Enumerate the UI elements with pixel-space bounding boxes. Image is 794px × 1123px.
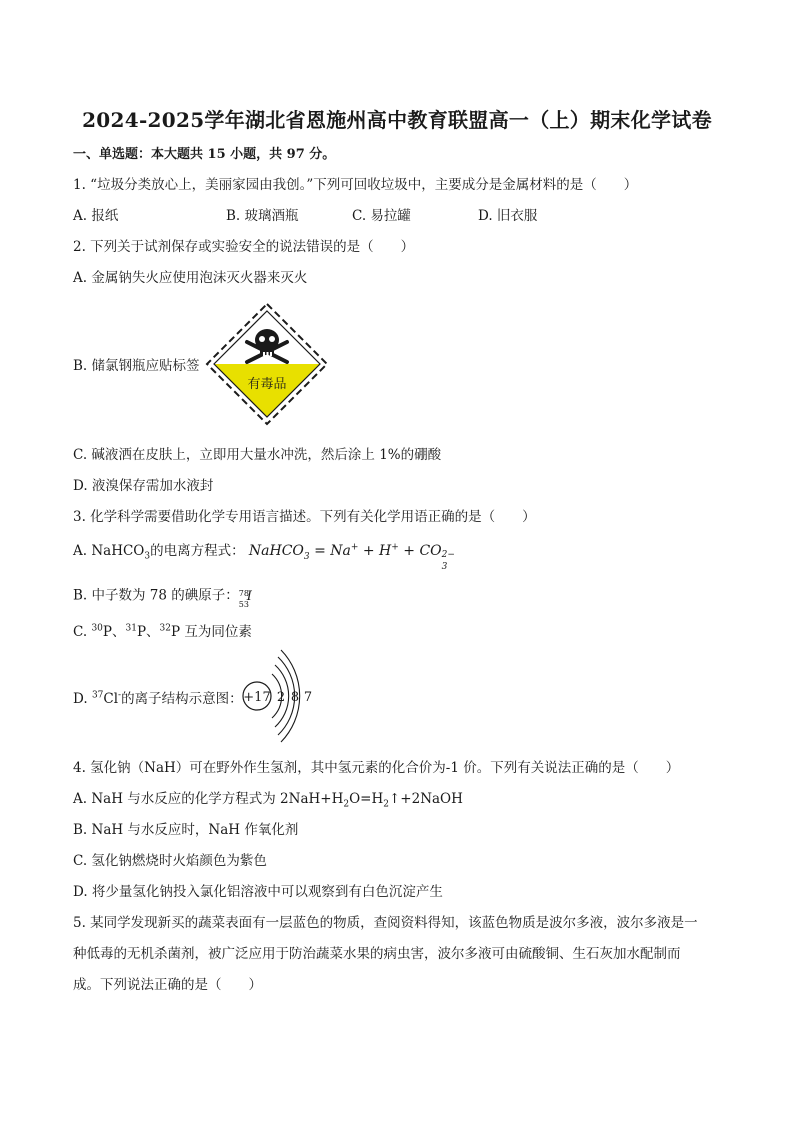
p30-mass: 30 (91, 623, 103, 634)
p31-mass: 31 (125, 623, 137, 634)
eq-lhs: NaHCO (248, 543, 304, 559)
eq-h-charge: + (391, 542, 399, 553)
q4-a-text: A. NaH 与水反应的化学方程式为 2NaH+H (73, 791, 344, 807)
p32: P 互为同位素 (170, 624, 252, 640)
q4-a-end: ↑+2NaOH (388, 791, 463, 807)
section-header: 一、单选题：本大题共 15 小题，共 97 分。 (73, 147, 336, 162)
shell-3-electrons: 7 (303, 690, 313, 705)
q4-stem: 4. 氢化钠（NaH）可在野外作生氢剂，其中氢元素的化合价为-1 价。下列有关说法正确的是（ ） (73, 760, 680, 776)
eq-co: + CO (398, 543, 442, 559)
nucleus-charge: +17 (243, 690, 271, 705)
iodine-isotope (239, 585, 255, 607)
cl-mass: 37 (91, 690, 104, 701)
iodine-z: 53 (238, 600, 249, 609)
shell-1-electrons: 2 (276, 690, 286, 705)
q2-option-b: B. 储氯钢瓶应贴标签 (73, 358, 200, 374)
eq-h: + H (358, 543, 392, 559)
cl-symbol: Cl (103, 691, 119, 707)
shell-2-electrons: 8 (290, 690, 300, 705)
q1-option-a: A. 报纸 (73, 208, 119, 224)
q3-option-d (73, 690, 243, 708)
q3-a-sub: 3 (144, 551, 151, 562)
eq-co3-charge: 2− (441, 550, 455, 560)
iodine-symbol: I (246, 589, 252, 604)
q5-line-2: 种低毒的无机杀菌剂，被广泛应用于防治蔬菜水果的病虫害，波尔多液可由硫酸铜、生石灰加水配制而 (73, 946, 681, 962)
q2-option-a: A. 金属钠失火应使用泡沫灭火器来灭火 (73, 270, 308, 286)
p30: P、 (102, 624, 126, 640)
q4-a-sub1: 2 (343, 799, 350, 810)
q5-line-3: 成。下列说法正确的是（ ） (73, 977, 262, 993)
q3-a-prefix: A. NaHCO (73, 543, 145, 559)
q5-line-1: 5. 某同学发现新买的蔬菜表面有一层蓝色的物质，查阅资料得知，该蓝色物质是波尔多液，波尔多液是一 (73, 915, 698, 931)
eq-lhs-sub: 3 (303, 551, 310, 562)
cl-charge: - (118, 690, 122, 701)
toxic-hazard-label (205, 302, 329, 426)
q3-option-b (73, 585, 255, 607)
q1-option-d: D. 旧衣服 (478, 208, 538, 224)
q2-stem: 2. 下列关于试剂保存或实验安全的说法错误的是（ ） (73, 239, 415, 255)
iodine-mass: 78 (238, 589, 249, 598)
eq-na: = Na (309, 543, 351, 559)
eq-co3-sub: 3 (441, 562, 448, 572)
q3-d-prefix: D. (73, 691, 92, 707)
q3-b-prefix: B. 中子数为 78 的碘原子： (73, 587, 239, 604)
q2-option-d: D. 液溴保存需加水液封 (73, 478, 214, 494)
chloride-ion-structure-diagram (240, 648, 330, 744)
q2-option-c: C. 碱液洒在皮肤上，立即用大量水冲洗，然后涂上 1%的硼酸 (73, 447, 442, 463)
toxic-label-text: 有毒品 (247, 377, 287, 392)
exam-title: 2024-2025学年湖北省恩施州高中教育联盟高一（上）期末化学试卷 (82, 108, 712, 132)
q3-c-prefix: C. (73, 624, 92, 640)
q3-stem: 3. 化学科学需要借助化学专用语言描述。下列有关化学用语正确的是（ ） (73, 509, 536, 525)
ionization-equation (248, 542, 458, 572)
q4-a-sub2: 2 (383, 799, 389, 810)
p32-mass: 32 (159, 623, 171, 634)
q3-option-c (73, 623, 252, 641)
q4-a-mid: O=H (349, 791, 384, 807)
q4-option-a (73, 790, 463, 808)
q4-option-b: B. NaH 与水反应时，NaH 作氧化剂 (73, 822, 299, 838)
q4-option-d: D. 将少量氢化钠投入氯化铝溶液中可以观察到有白色沉淀产生 (73, 884, 443, 900)
q1-option-b: B. 玻璃酒瓶 (226, 208, 299, 224)
q1-option-c: C. 易拉罐 (352, 208, 411, 224)
eq-na-charge: + (350, 542, 359, 553)
q3-option-a (73, 542, 458, 572)
p31: P、 (136, 624, 160, 640)
q1-stem: 1. “垃圾分类放心上，美丽家园由我创。”下列可回收垃圾中，主要成分是金属材料的是（ ） (73, 177, 638, 193)
q3-d-suffix: 的离子结构示意图： (121, 691, 243, 707)
q3-a-mid: 的电离方程式： (150, 543, 245, 559)
q4-option-c: C. 氢化钠燃烧时火焰颜色为紫色 (73, 853, 267, 869)
